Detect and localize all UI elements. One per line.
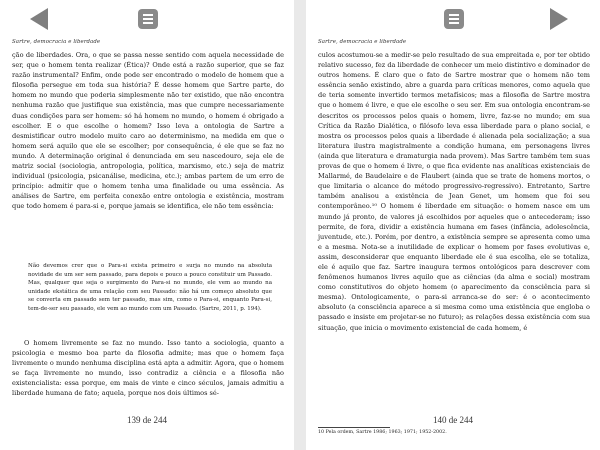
page-number: 140 de 244 <box>433 415 473 425</box>
page-number: 139 de 244 <box>127 415 167 425</box>
right-navbar <box>306 2 600 36</box>
body-text <box>318 50 590 333</box>
arrow-right-icon <box>550 8 568 30</box>
left-page <box>0 0 294 450</box>
running-head: Sartre, democracia e liberdade <box>12 39 101 45</box>
prev-page-button[interactable] <box>30 8 52 30</box>
paragraph: ção de liberdades. Ora, o que se passa nesse sentido com aquela necessidade de ser, que o homem tenta realizar (Ética)? Onde está a razão superior, que se faz razão instrumental? Enfim, onde pode ser encontrado o modelo de homem que a filosofia persegue em toda sua história? É desse homem que Sartre parte, do homem no mundo que poderia simplesmente não ter existido, que não encontra nenhuma razão que justifique sua existência, mas que cumpre necessariamente duas condições para ser homem: só há homem no mundo, o homem é obrigado a escolher. E o que escolhe o homem? Isso leva a ontologia de Sartre a desmistificar outro modelo muito caro ao determinismo, na medida em que o homem será aquilo que ele se escolher; por consequência, é ele que se faz no mundo. A determinação original é denunciada em seu nascedouro, seja ele de matriz social (sociologia, antropologia, política, marxismo, etc.) seja de matriz individual (psicologia, psicanálise, medicina, etc.); ambas partem de um erro de princípio: admitir que o homem tenha uma finalidade ou uma essência. As análises de Sartre, em perfeita conexão entre ontologia e existência, mostram que todo homem é para-si e, porque jamais se identifica, ele não tem essência: <box>12 51 284 211</box>
menu-icon <box>449 14 459 16</box>
body-text <box>12 50 284 212</box>
menu-button[interactable] <box>444 9 464 29</box>
left-navbar <box>0 2 294 36</box>
menu-button[interactable] <box>138 9 158 29</box>
next-page-button[interactable] <box>550 8 572 30</box>
menu-icon <box>143 14 153 16</box>
footnote-rule <box>318 427 390 428</box>
right-page <box>306 0 600 450</box>
block-quote: Não devemos crer que o Para-si exista primeiro e surja no mundo na absoluta novidade de um ser sem passado, para depois e pouco a pouco constituir um Passado. Mas, qualquer que seja o surgimento do Para-si no mundo, ele vem ao mundo na unidade ekstática de uma relação com seu Passado: não há um começo absoluto que se converta em passado sem ter passado, mas sim, como o Para-si, enquanto Para-si, tem-de-ser seu passado, ele vem ao mundo com um Passado. (Sartre, 2011, p. 194). <box>28 263 272 312</box>
body-text <box>12 338 284 399</box>
paragraph: O homem livremente se faz no mundo. Isso tanto a sociologia, quanto a psicologia e mesmo boa parte da filosofia admite; mas que o homem faça livremente o mundo nenhuma disciplina está apta a admitir. Agora, que o homem se faça livremente no mundo, isso contradiz a ciência e a filosofia não existencialista: essa porque, em mais de vinte e cinco séculos, jamais admitiu a liberdade humana de fato; aquela, porque nos dois últimos sé- <box>12 339 284 398</box>
paragraph: culos acostumou-se a medir-se pelo resultado de sua empreitada e, por ter obtido relativo sucesso, fez da liberdade de conhecer um meio distintivo e dominador de outros homens. É claro que o fato de Sartre mostrar que o homem não tem essência senão existindo, abre a guarda para críticas menores, como aquela que de teria somente invertido termos metafísicos; mas a filosofia de Sartre mostra que o homem é livre, e que ele escolhe o seu ser. Em sua ontologia encontram-se descritos os processos pelos quais o homem, livre, faz-se no mundo; em sua Crítica da Razão Dialética, o filósofo leva essa liberdade para o plano social, e mostra os processos pelos quais a liberdade é alienada pela socialização; a sua literatura ilustra magistralmente a condição humana, em personagens livres (ainda que literatura e dramaturgia nada provem). Mas Sartre também tem suas provas de que o homem é livre, o que fica evidente nas analíticas existenciais de Mallarmé, de Baudelaire e de Flaubert (ainda que se trate de homens mortos, o que limitaria o alcance do método progressivo-regressivo). Entretanto, Sartre também analisou a existência de Jean Genet, um homem que foi seu contemporâneo.¹⁰ O homem é liberdade em situação: o homem nasce em um mundo já pronto, de valores já escolhidos por aqueles que o antecederam; isso permite, de fora, dividir a existência humana em fases (infância, adolescência, juventude, etc.). Porém, por dentro, a existência sempre se apresenta como uma e a mesma. Nota-se a inutilidade de explicar o homem por fases evolutivas e, assim, desconsiderar que enquanto liberdade ele é sua escolha, ele se totaliza, ele é aquilo que faz. Sartre inaugura termos ontológicos para descrever com fenômenos humanos livres aquilo que as ciências (da alma e social) mostram como constitutivos do objeto homem (o aparecimento da consciência para si mesma). Ontologicamente, o para-si arranca-se do ser: é o acontecimento absoluto (a consciência aparece a si mesma como uma existência que engloba o passado e insiste em projetar-se no futuro); as relações dessa existência com sua situação, que inicia o movimento existencial de cada homem, é <box>318 51 590 332</box>
arrow-left-icon <box>30 8 48 30</box>
running-head: Sartre, democracia e liberdade <box>318 39 407 45</box>
footnote: 10 Pela ordem, Sartre 1986; 1963; 1971; 1952-2002. <box>318 430 447 435</box>
